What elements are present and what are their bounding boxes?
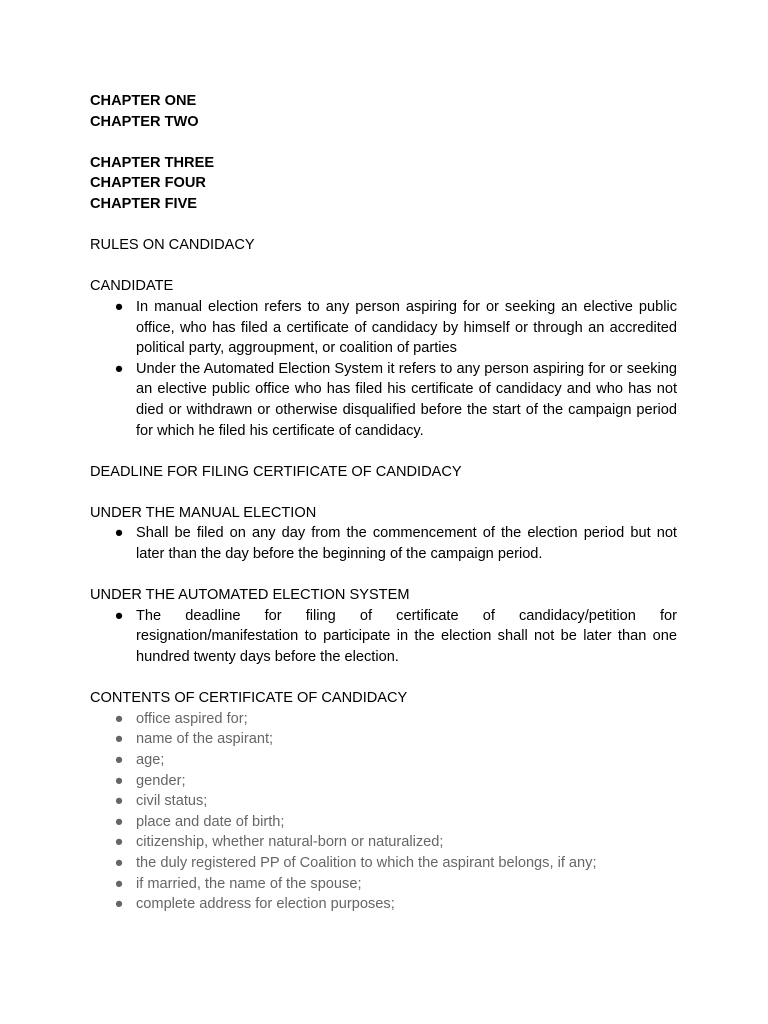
list-item-text: The deadline for filing of certificate of candidacy/petition for resignation/manifestation to participate in the election shall not be later than one hundred twenty days before the election.: [136, 607, 677, 666]
list-item: [90, 606, 677, 668]
list-item: [90, 894, 677, 915]
list-item: [90, 832, 677, 853]
bullet-icon: ●: [114, 525, 124, 542]
list-item-text: age;: [136, 752, 165, 768]
bullet-icon: ●: [114, 834, 124, 851]
list-item-text: name of the aspirant;: [136, 731, 274, 748]
spacer: [90, 565, 677, 586]
rules-heading: RULES ON CANDIDACY: [90, 237, 255, 254]
list-item-text: office aspired for;: [136, 710, 248, 727]
spacer: [90, 256, 677, 277]
automated-heading: UNDER THE AUTOMATED ELECTION SYSTEM: [90, 587, 410, 604]
chapter-two: CHAPTER TWO: [90, 113, 199, 130]
bullet-icon: ●: [114, 813, 124, 830]
list-item: [90, 812, 677, 833]
spacer: [90, 441, 677, 462]
list-item: [90, 359, 677, 441]
list-item-text: civil status;: [136, 793, 208, 810]
manual-heading: UNDER THE MANUAL ELECTION: [90, 504, 317, 521]
bullet-icon: ●: [114, 772, 124, 789]
bullet-icon: ●: [114, 752, 124, 768]
bullet-icon: ●: [114, 875, 124, 892]
bullet-icon: ●: [114, 896, 124, 913]
bullet-icon: ●: [114, 731, 124, 748]
list-item: [90, 523, 677, 564]
list-item-text: if married, the name of the spouse;: [136, 875, 362, 892]
list-item: [90, 709, 677, 730]
contents-list: [90, 709, 677, 915]
automated-list: [90, 606, 677, 668]
deadline-heading: DEADLINE FOR FILING CERTIFICATE OF CANDIDACY: [90, 463, 462, 480]
bullet-icon: ●: [114, 607, 124, 624]
candidate-list: [90, 297, 677, 441]
list-item: [90, 791, 677, 812]
spacer: [90, 132, 677, 153]
bullet-icon: ●: [114, 793, 124, 810]
bullet-icon: ●: [114, 854, 124, 871]
bullet-icon: ●: [114, 360, 124, 377]
contents-heading: CONTENTS OF CERTIFICATE OF CANDIDACY: [90, 690, 408, 707]
list-item: [90, 729, 677, 750]
bullet-icon: ●: [114, 710, 124, 727]
chapter-five: CHAPTER FIVE: [90, 195, 198, 212]
list-item: [90, 771, 677, 792]
chapter-three: CHAPTER THREE: [90, 154, 215, 171]
list-item: [90, 853, 677, 874]
manual-list: [90, 523, 677, 564]
list-item-text: place and date of birth;: [136, 813, 285, 830]
chapter-four: CHAPTER FOUR: [90, 175, 206, 192]
spacer: [90, 482, 677, 503]
list-item-text: Under the Automated Election System it refers to any person aspiring for or seeking an elective public office who has filed his certificate of candidacy and who has not died or withdrawn or otherwise disqualified before the start of the campaign period for which he filed his certificate of candidacy.: [136, 360, 677, 439]
document-page: [90, 91, 677, 915]
list-item: [90, 874, 677, 895]
list-item: [90, 750, 677, 771]
list-item-text: citizenship, whether natural-born or naturalized;: [136, 834, 444, 851]
list-item-text: the duly registered PP of Coalition to which the aspirant belongs, if any;: [136, 854, 597, 871]
list-item-text: gender;: [136, 772, 186, 789]
bullet-icon: ●: [114, 298, 124, 315]
spacer: [90, 668, 677, 689]
spacer: [90, 215, 677, 236]
candidate-heading: CANDIDATE: [90, 278, 174, 295]
list-item: [90, 297, 677, 359]
list-item-text: complete address for election purposes;: [136, 896, 395, 913]
list-item-text: In manual election refers to any person aspiring for or seeking an elective public office, who has filed a certificate of candidacy by himself or through an accredited political party, aggroupment, or coalition of parties: [136, 298, 677, 357]
chapter-one: CHAPTER ONE: [90, 93, 197, 109]
list-item-text: Shall be filed on any day from the commencement of the election period but not later than the day before the beginning of the campaign period.: [136, 525, 677, 563]
